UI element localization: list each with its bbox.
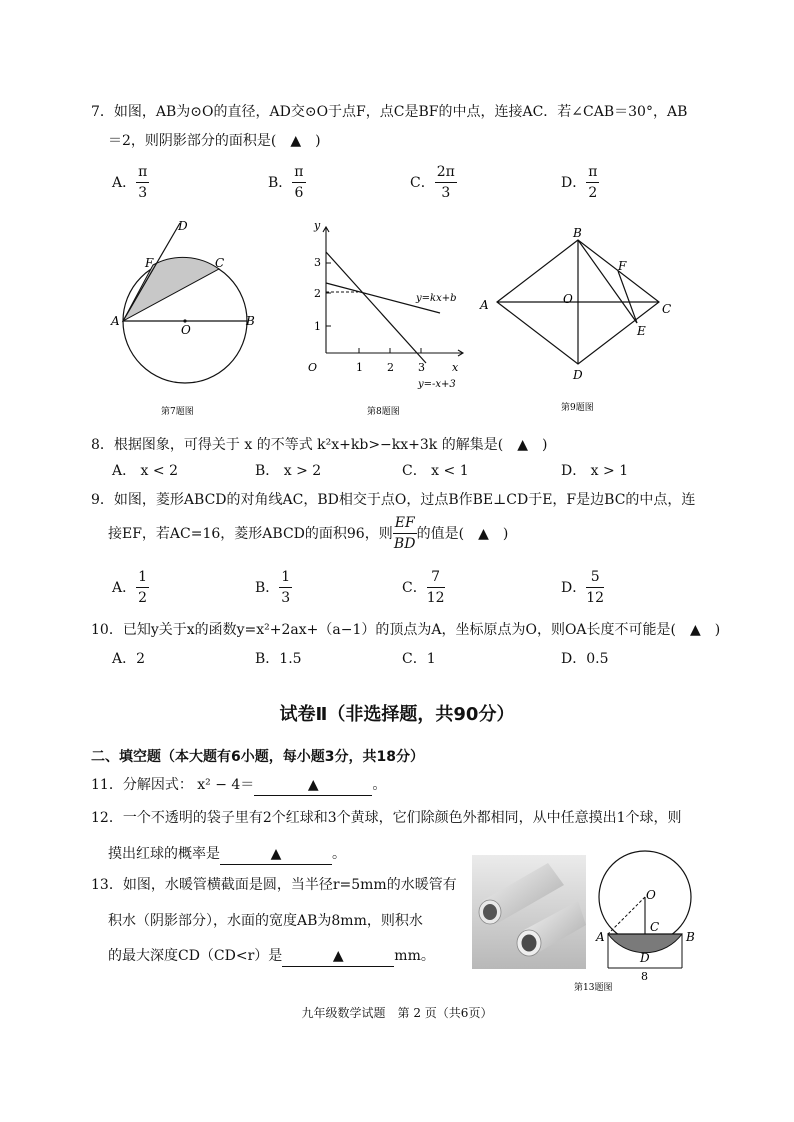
fig7-label-b: B <box>246 314 255 328</box>
fig8-xtick-1: 1 <box>356 361 363 374</box>
q7-option-b: B． $\frac{\pi}{6}$ <box>268 164 304 201</box>
q10-option-b: B．1.5 <box>255 651 302 667</box>
fig8-ytick-1: 1 <box>314 320 321 333</box>
q8-option-d: D． x > 1 <box>561 463 629 479</box>
fig8-label-o: O <box>308 361 318 374</box>
q11-answer-blank: ▲ <box>254 775 372 796</box>
fig7-label-c: C <box>215 256 225 270</box>
q9-stem-line1: 9．如图，菱形ABCD的对角线AC，BD相交于点O，过点B作BE⊥CD于E，F是边BC的中点，连 <box>91 492 696 508</box>
q9-option-c: C． $\frac{7}{12}$ <box>402 569 445 606</box>
q13-answer-blank: ▲ <box>282 946 394 967</box>
q10-option-c: C．1 <box>402 651 436 667</box>
fig9-label-e: E <box>637 324 646 338</box>
part-heading: 二、填空题（本大题有6小题，每小题3分，共18分） <box>91 749 424 765</box>
q7-stem-line2: ＝2，则阴影部分的面积是( ▲ ) <box>108 133 321 149</box>
fig8-label-y: y <box>314 219 321 232</box>
q7-option-c: C． $\frac{2\pi}{3}$ <box>410 164 455 201</box>
q8-option-b: B． x > 2 <box>255 463 322 479</box>
q9-option-d: D． $\frac{5}{12}$ <box>561 569 605 606</box>
fig9-label-f: F <box>618 259 627 273</box>
figure-9 <box>475 222 690 420</box>
q13-stem-line2: 积水（阴影部分），水面的宽度AB为8mm，则积水 <box>108 913 423 929</box>
q8-stem: 8．根据图象，可得关于 x 的不等式 k²x+kb>−kx+3k 的解集是( ▲ ) <box>91 437 548 453</box>
q10-option-a: A．2 <box>112 651 146 667</box>
fig7-caption: 第7题图 <box>161 407 194 417</box>
fig13-label-a: A <box>596 930 605 944</box>
q7-option-d: D． $\frac{\pi}{2}$ <box>561 164 598 201</box>
q11-line: 11．分解因式： x² − 4＝ ▲ 。 <box>91 775 386 796</box>
fig8-line-label-kx-b: y=kx+b <box>416 293 457 304</box>
q13-stem-line1: 13．如图，水暖管横截面是圆，当半径r=5mm的水暖管有 <box>91 877 457 893</box>
fig8-xtick-3: 3 <box>418 361 425 374</box>
figure-7 <box>105 215 280 420</box>
q13-stem-line3: 的最大深度CD（CD<r）是 ▲ mm。 <box>108 946 435 967</box>
q7-option-a: A． $\frac{\pi}{3}$ <box>112 164 148 201</box>
fig13-caption: 第13题图 <box>574 983 613 993</box>
fig8-xtick-2: 2 <box>387 361 394 374</box>
fig9-label-a: A <box>480 298 489 312</box>
fig7-label-a: A <box>111 314 120 328</box>
fig9-caption: 第9题图 <box>561 403 594 413</box>
page-footer: 九年级数学试题 第 2 页（共6页） <box>301 1006 493 1020</box>
fig8-label-x: x <box>452 361 459 374</box>
q9-stem-line2: 接EF，若AC=16，菱形ABCD的面积96，则 $\frac{EF}{BD}$ 的值是( ▲ ) <box>108 515 509 552</box>
q8-option-c: C． x < 1 <box>402 463 469 479</box>
q9-option-b: B． $\frac{1}{3}$ <box>255 569 291 606</box>
fig13-label-c: C <box>650 920 660 934</box>
pipes-photo <box>472 855 586 969</box>
fig9-label-b: B <box>573 226 582 240</box>
fig13-width-label: 8 <box>641 970 648 983</box>
figure-13 <box>574 852 710 994</box>
q7-stem-line1: 7．如图，AB为⊙O的直径，AD交⊙O于点F，点C是BF的中点，连接AC．若∠CAB＝30°，AB <box>91 104 688 120</box>
q10-stem: 10．已知y关于x的函数y=x²+2ax+（a−1）的顶点为A，坐标原点为O，则OA长度不可能是( ▲ ) <box>91 622 721 638</box>
q12-stem-line1: 12．一个不透明的袋子里有2个红球和3个黄球，它们除颜色外都相同，从中任意摸出1个球，则 <box>91 810 682 826</box>
fig13-label-d: D <box>640 951 650 965</box>
fig8-line-label-neg-x-3: y=-x+3 <box>418 379 456 390</box>
fig9-label-d: D <box>573 368 583 382</box>
fig13-label-b: B <box>686 930 695 944</box>
fig8-ytick-2: 2 <box>314 287 321 300</box>
q12-stem-line2: 摸出红球的概率是 ▲ 。 <box>108 844 346 865</box>
fig7-label-d: D <box>178 219 188 233</box>
fig7-label-f: F <box>145 256 154 270</box>
fig7-label-o: O <box>181 323 191 337</box>
fig13-label-o: O <box>646 888 656 902</box>
q8-option-a: A． x < 2 <box>112 463 178 479</box>
fig8-caption: 第8题图 <box>367 407 400 417</box>
figure-8 <box>300 215 475 420</box>
section-title: 试卷Ⅱ（非选择题，共90分） <box>279 704 515 725</box>
fig9-label-o: O <box>563 292 573 306</box>
fig8-ytick-3: 3 <box>314 256 321 269</box>
fig9-label-c: C <box>662 302 672 316</box>
q9-option-a: A． $\frac{1}{2}$ <box>112 569 148 606</box>
q10-option-d: D．0.5 <box>561 651 609 667</box>
q12-answer-blank: ▲ <box>220 844 332 865</box>
